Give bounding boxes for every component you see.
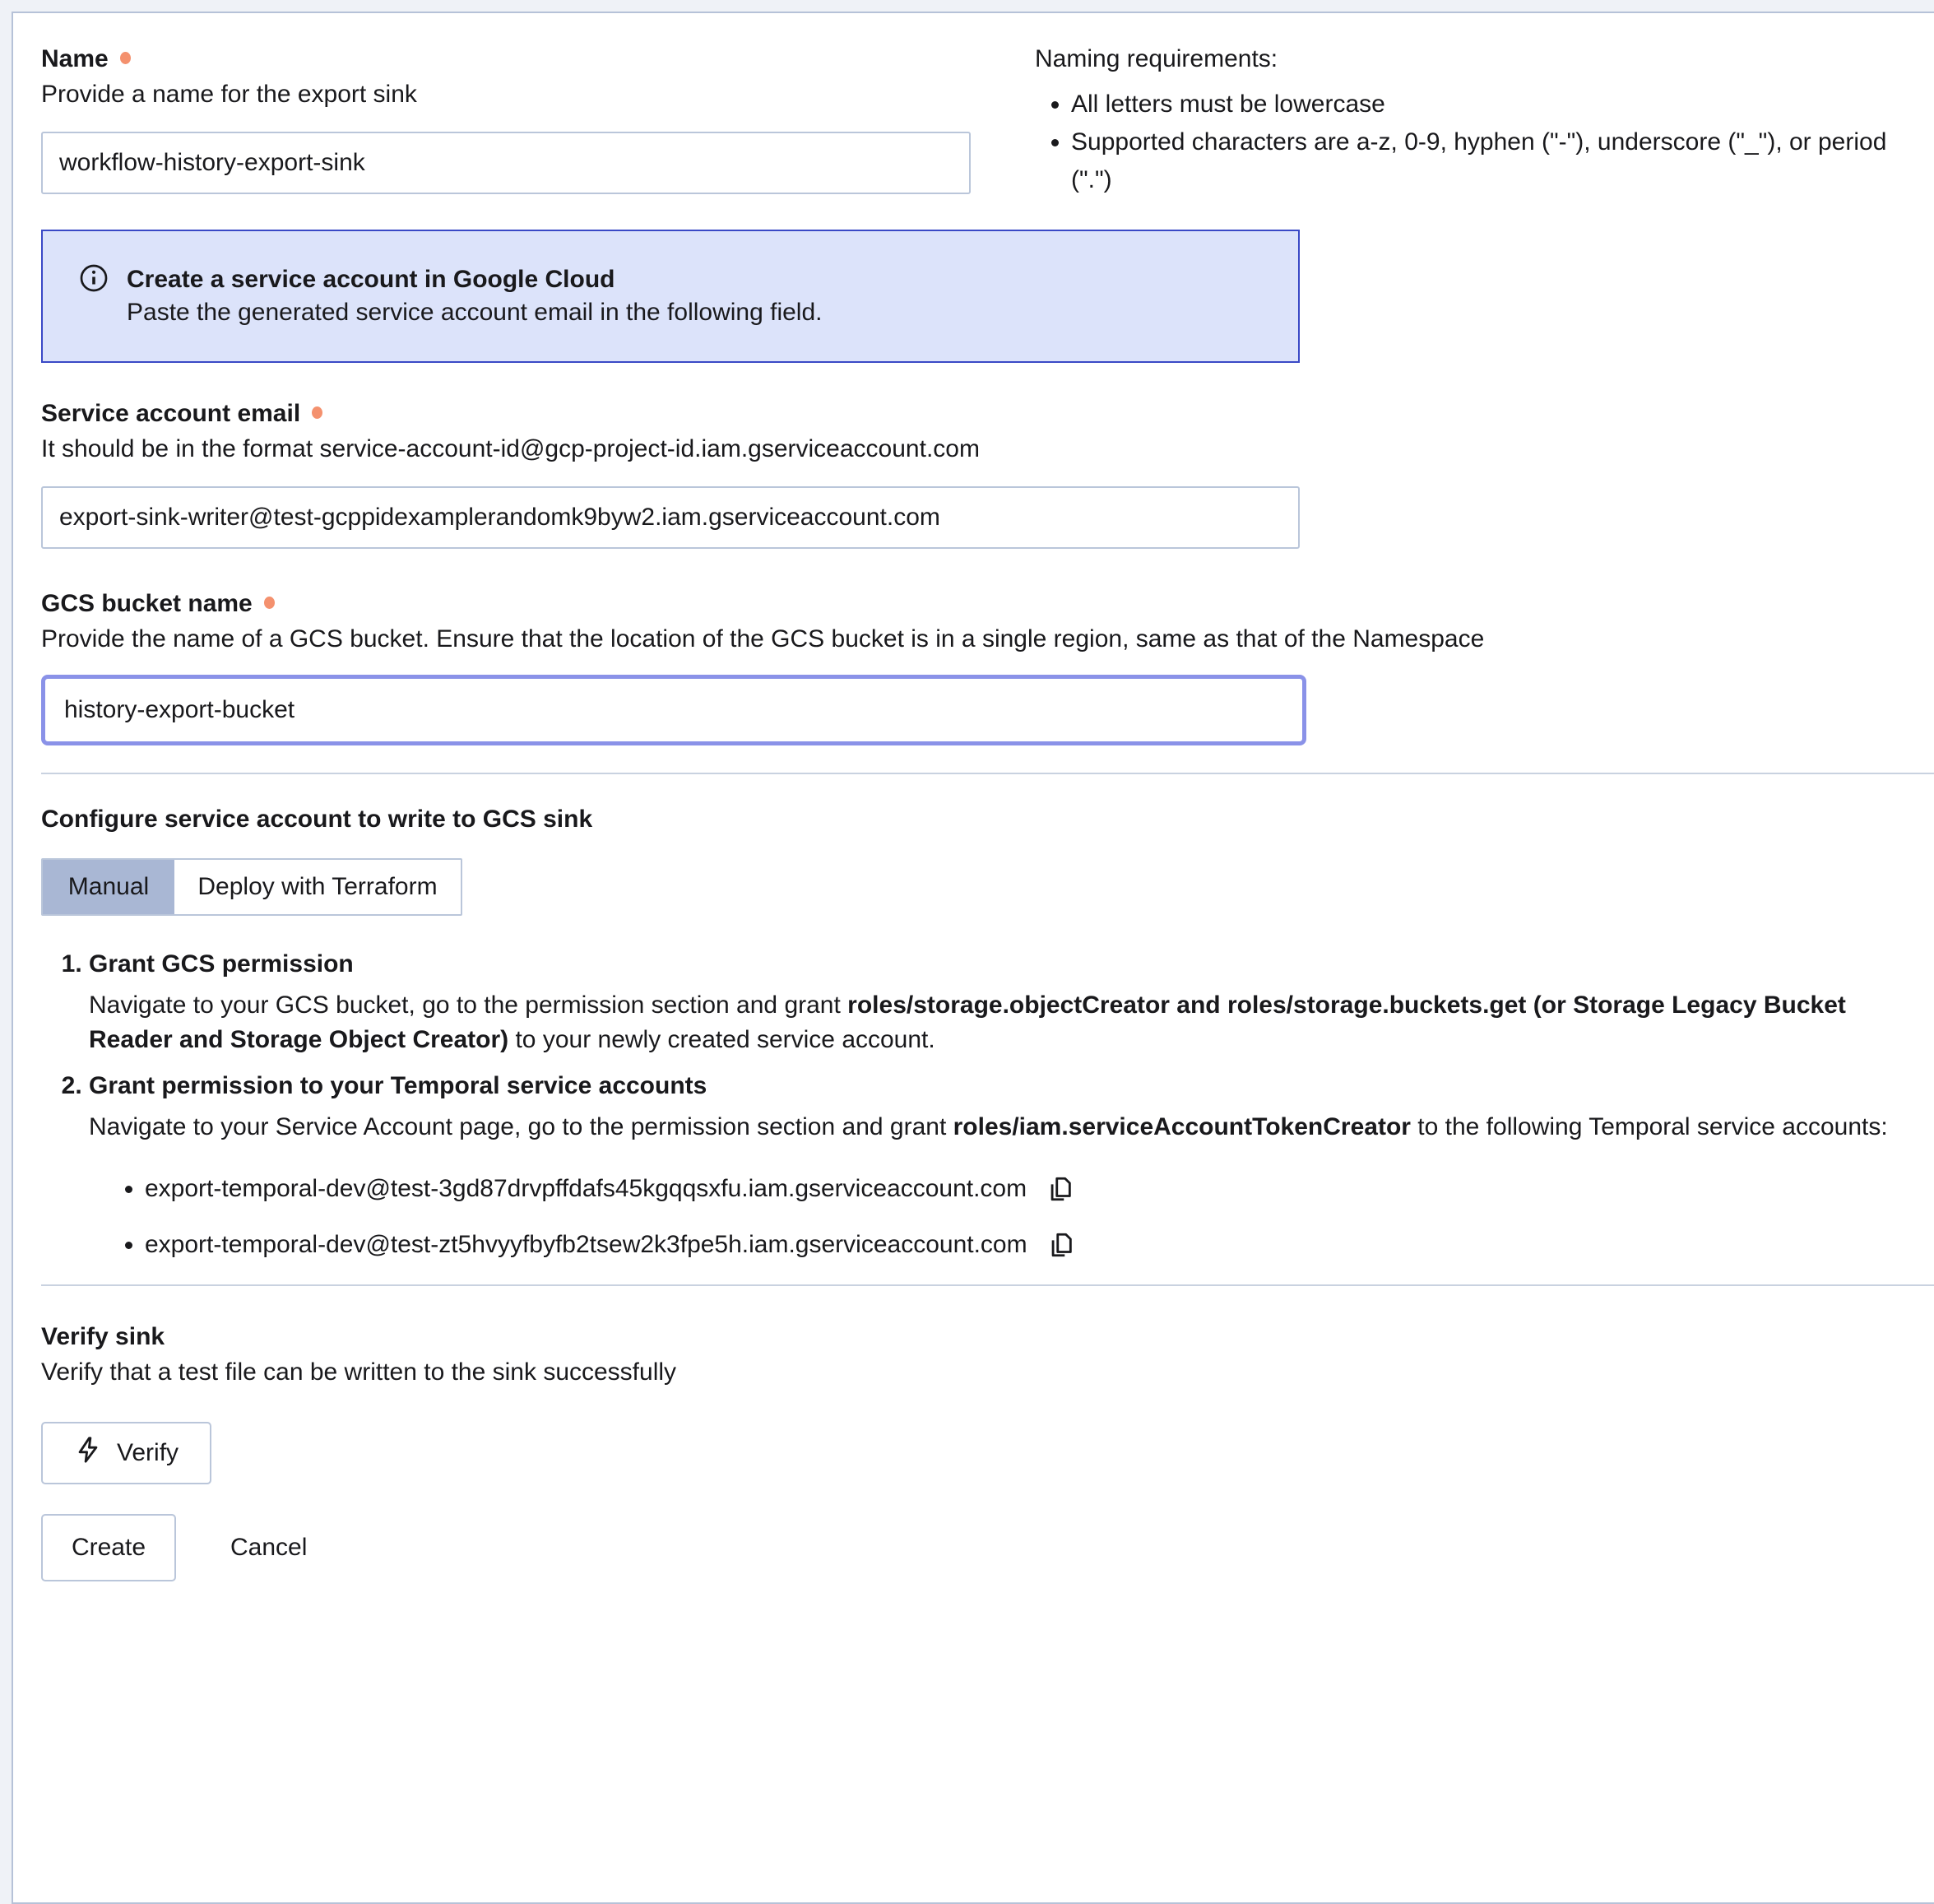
step-title: Grant GCS permission [89,950,354,978]
verify-button[interactable] [41,1422,211,1484]
service-account-description: It should be in the format service-account-id@gcp-project-id.iam.gserviceaccount.com [41,435,980,462]
form-actions [41,1514,1934,1581]
bucket-name-input[interactable] [48,681,1300,739]
tab-deploy-with-terraform[interactable]: Deploy with Terraform [174,860,461,914]
temporal-service-accounts-list [89,1173,1934,1261]
name-section [41,44,1934,199]
verify-title: Verify sink [41,1323,165,1350]
naming-requirements [1035,44,1934,199]
copy-icon [1047,1249,1075,1261]
configure-tab-group [41,858,462,916]
bucket-section [41,589,1934,745]
info-banner-title: Create a service account in Google Cloud [127,266,615,293]
name-label: Name [41,45,109,72]
tab-manual[interactable]: Manual [43,860,174,914]
info-banner-description: Paste the generated service account email in the following field. [127,299,823,326]
bucket-label: GCS bucket name [41,590,253,617]
step-body: Navigate to your GCS bucket, go to the permission section and grant roles/storage.objectCreator and roles/storage.buckets.get (or Storage Legacy Bucket Reader and Storage Object Creator) to your newly created service account. [89,991,1846,1053]
service-account-label-row [41,399,1934,429]
step-grant-temporal-permission [89,1070,1934,1261]
copy-button[interactable] [1047,1231,1075,1259]
naming-requirement-item: • All letters must be lowercase [1071,86,1934,123]
naming-requirement-item: • Supported characters are a-z, 0-9, hyphen ("-"), underscore ("_"), or period (".") [1071,123,1934,199]
verify-section [41,1322,1934,1484]
required-dot-icon [312,406,322,419]
copy-button[interactable] [1046,1175,1074,1203]
required-dot-icon [120,52,131,64]
lightning-icon [74,1436,117,1470]
service-account-email-input[interactable] [41,486,1300,549]
name-description: Provide a name for the export sink [41,81,417,108]
step-title: Grant permission to your Temporal service accounts [89,1072,707,1099]
bucket-input-focus-ring [41,675,1306,745]
manual-steps-list [41,949,1934,1261]
configure-section-title: Configure service account to write to GCS sink [41,806,593,833]
required-dot-icon [264,597,275,609]
copy-icon [1046,1193,1074,1205]
temporal-service-account-email: • export-temporal-dev@test-3gd87drvpffdafs45kgqqsxfu.iam.gserviceaccount.com [145,1175,1027,1202]
name-input[interactable] [41,132,971,194]
verify-description: Verify that a test file can be written to the sink successfully [41,1358,677,1386]
bucket-description: Provide the name of a GCS bucket. Ensure that the location of the GCS bucket is in a single region, same as that of the Namespace [41,625,1485,652]
step-body: Navigate to your Service Account page, go to the permission section and grant roles/iam.serviceAccountTokenCreator to the following Temporal service accounts: [89,1113,1888,1140]
list-item [145,1228,1934,1261]
naming-requirements-title: Naming requirements: [1035,45,1278,72]
name-label-row [41,44,971,74]
info-icon [79,263,109,297]
cancel-button[interactable]: Cancel [230,1534,308,1561]
verify-button-label: Verify [117,1439,179,1466]
section-divider [41,1284,1934,1286]
section-divider [41,773,1934,774]
list-item [145,1173,1934,1205]
export-sink-form-card [12,12,1934,1904]
bucket-label-row [41,589,1934,619]
step-grant-gcs-permission [89,949,1934,1057]
service-account-label: Service account email [41,400,301,427]
create-button[interactable]: Create [41,1514,176,1581]
temporal-service-account-email: • export-temporal-dev@test-zt5hvyyfbyfb2tsew2k3fpe5h.iam.gserviceaccount.com [145,1231,1027,1258]
service-account-section [41,399,1934,549]
info-banner [41,230,1300,363]
